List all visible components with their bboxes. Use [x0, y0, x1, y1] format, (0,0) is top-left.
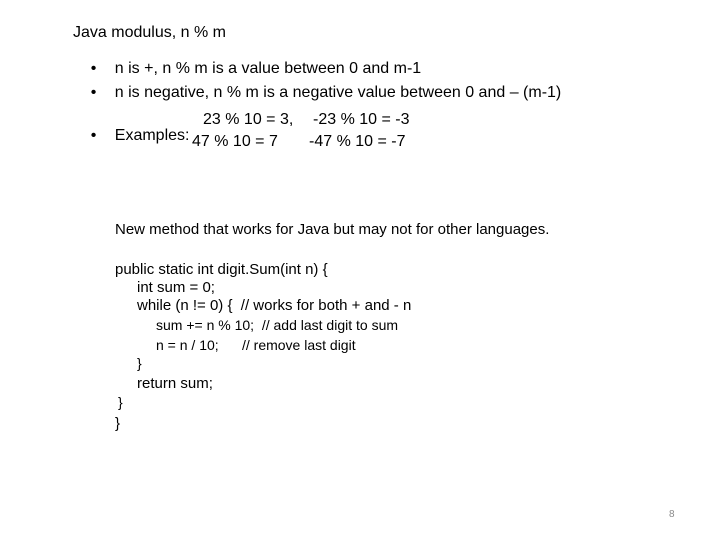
examples-row [73, 112, 189, 160]
bullet-marker: • [90, 60, 97, 77]
examples-label: Examples: [114, 127, 190, 144]
slide-title: Java modulus, n % m [73, 24, 226, 41]
bullet-marker: • [90, 84, 97, 101]
example-positive-23: 23 % 10 = 3, [203, 111, 294, 128]
example-negative-47: -47 % 10 = -7 [309, 133, 406, 150]
method-note: New method that works for Java but may not for other languages. [115, 221, 550, 238]
code-line: public static int digit.Sum(int n) { [115, 261, 328, 278]
example-positive-47: 47 % 10 = 7 [192, 133, 278, 150]
code-line: return sum; [137, 375, 213, 392]
code-line: int sum = 0; [137, 279, 215, 296]
bullet-text: n is +, n % m is a value between 0 and m-1 [114, 60, 422, 77]
bullet-text: n is negative, n % m is a negative value between 0 and – (m-1) [114, 84, 562, 101]
code-line: n = n / 10; // remove last digit [156, 337, 356, 353]
bullet-item [73, 69, 561, 117]
code-line: sum += n % 10; // add last digit to sum [156, 317, 399, 333]
code-line: } [118, 394, 123, 410]
code-line: } [137, 355, 142, 371]
example-negative-23: -23 % 10 = -3 [313, 111, 410, 128]
code-line: while (n != 0) { // works for both + and - n [137, 297, 412, 314]
code-line: } [115, 415, 121, 432]
page-number: 8 [669, 509, 675, 520]
bullet-marker: • [90, 127, 97, 144]
